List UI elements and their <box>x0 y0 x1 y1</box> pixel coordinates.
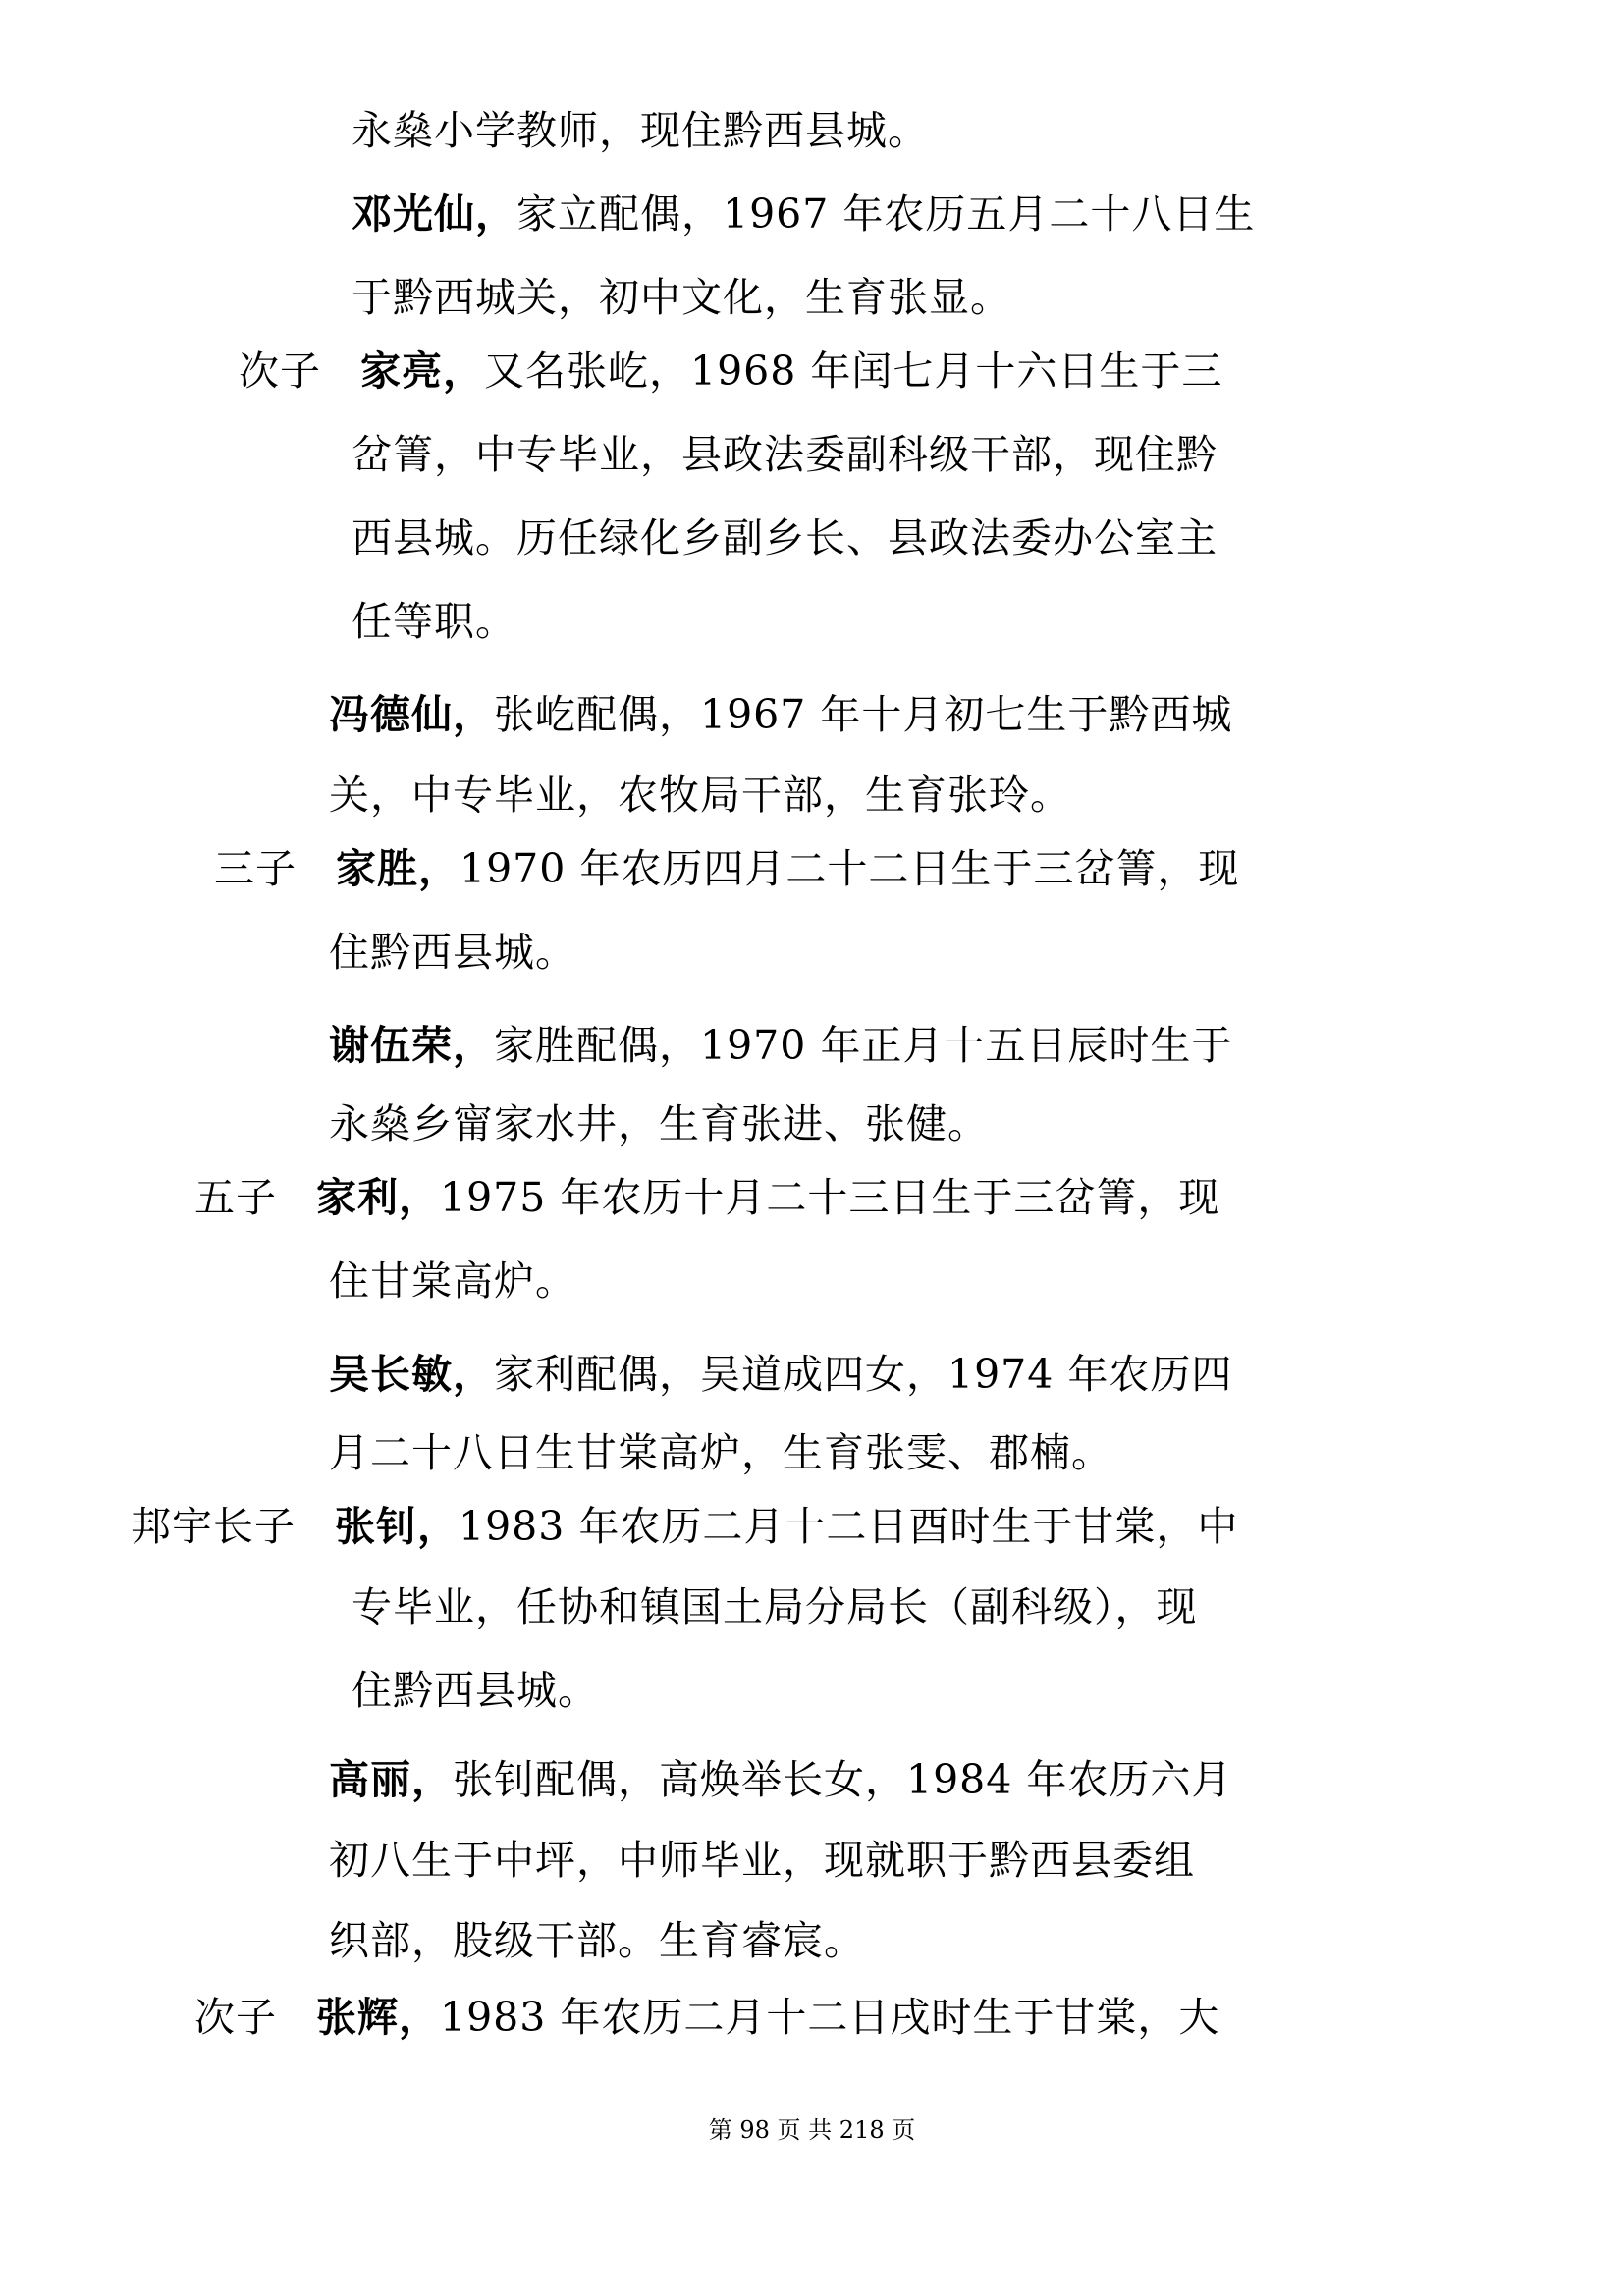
person-name: 谢伍荣， <box>329 1022 494 1069</box>
person-name: 高丽， <box>329 1756 453 1803</box>
entry-line: 谢伍荣，家胜配偶，1970 年正月十五日辰时生于 <box>329 1022 1233 1069</box>
relation-label: 三子 <box>214 845 297 892</box>
relation-label: 次子 <box>194 1994 277 2041</box>
relation-label: 次子 <box>239 347 321 395</box>
entry-line: 岔箐，中专毕业，县政法委副科级干部，现住黔 <box>352 431 1218 478</box>
entry-line: 永燊小学教师，现住黔西县城。 <box>352 107 929 154</box>
person-name: 张辉， <box>316 1994 440 2041</box>
entry-line: 吴长敏，家利配偶，吴道成四女，1974 年农历四 <box>329 1351 1233 1398</box>
entry-line: 织部，股级干部。生育睿宸。 <box>329 1917 865 1964</box>
entry-line: 次子 张辉，1983 年农历二月十二日戌时生于甘棠，大 <box>194 1994 1220 2041</box>
page-footer: 第 98 页 共 218 页 <box>708 2116 916 2144</box>
entry-line: 任等职。 <box>352 598 516 645</box>
person-name: 家亮， <box>360 347 484 395</box>
entry-line: 永燊乡甯家水井，生育张进、张健。 <box>329 1100 989 1148</box>
entry-line: 住黔西县城。 <box>352 1667 599 1714</box>
entry-line: 西县城。历任绿化乡副乡长、县政法委办公室主 <box>352 514 1218 561</box>
person-name: 吴长敏， <box>329 1351 494 1398</box>
entry-line: 于黔西城关，初中文化，生育张显。 <box>352 274 1011 321</box>
person-name: 张钊， <box>335 1503 459 1550</box>
person-name: 邓光仙， <box>352 190 516 238</box>
entry-line: 邦宇长子 张钊，1983 年农历二月十二日酉时生于甘棠，中 <box>131 1503 1239 1550</box>
relation-label: 五子 <box>194 1174 277 1221</box>
entry-line: 五子 家利，1975 年农历十月二十三日生于三岔箐，现 <box>194 1174 1220 1221</box>
entry-line: 三子 家胜，1970 年农历四月二十二日生于三岔箐，现 <box>214 845 1240 892</box>
entry-line: 邓光仙，家立配偶，1967 年农历五月二十八日生 <box>352 190 1256 238</box>
entry-line: 冯德仙，张屹配偶，1967 年十月初七生于黔西城 <box>329 691 1233 738</box>
entry-line: 次子 家亮，又名张屹，1968 年闰七月十六日生于三 <box>239 347 1223 395</box>
entry-line: 高丽，张钊配偶，高焕举长女，1984 年农历六月 <box>329 1756 1233 1803</box>
entry-line: 初八生于中坪，中师毕业，现就职于黔西县委组 <box>329 1837 1195 1884</box>
entry-line: 住黔西县城。 <box>329 929 576 976</box>
entry-line: 专毕业，任协和镇国土局分局长（副科级），现 <box>352 1583 1198 1630</box>
entry-line: 关，中专毕业，农牧局干部，生育张玲。 <box>329 772 1071 819</box>
relation-label: 邦宇长子 <box>131 1503 296 1550</box>
person-name: 家胜， <box>336 845 460 892</box>
person-name: 冯德仙， <box>329 691 494 738</box>
entry-line: 住甘棠高炉。 <box>329 1257 576 1305</box>
person-name: 家利， <box>316 1174 440 1221</box>
entry-line: 月二十八日生甘棠高炉，生育张雯、郡楠。 <box>329 1429 1112 1476</box>
